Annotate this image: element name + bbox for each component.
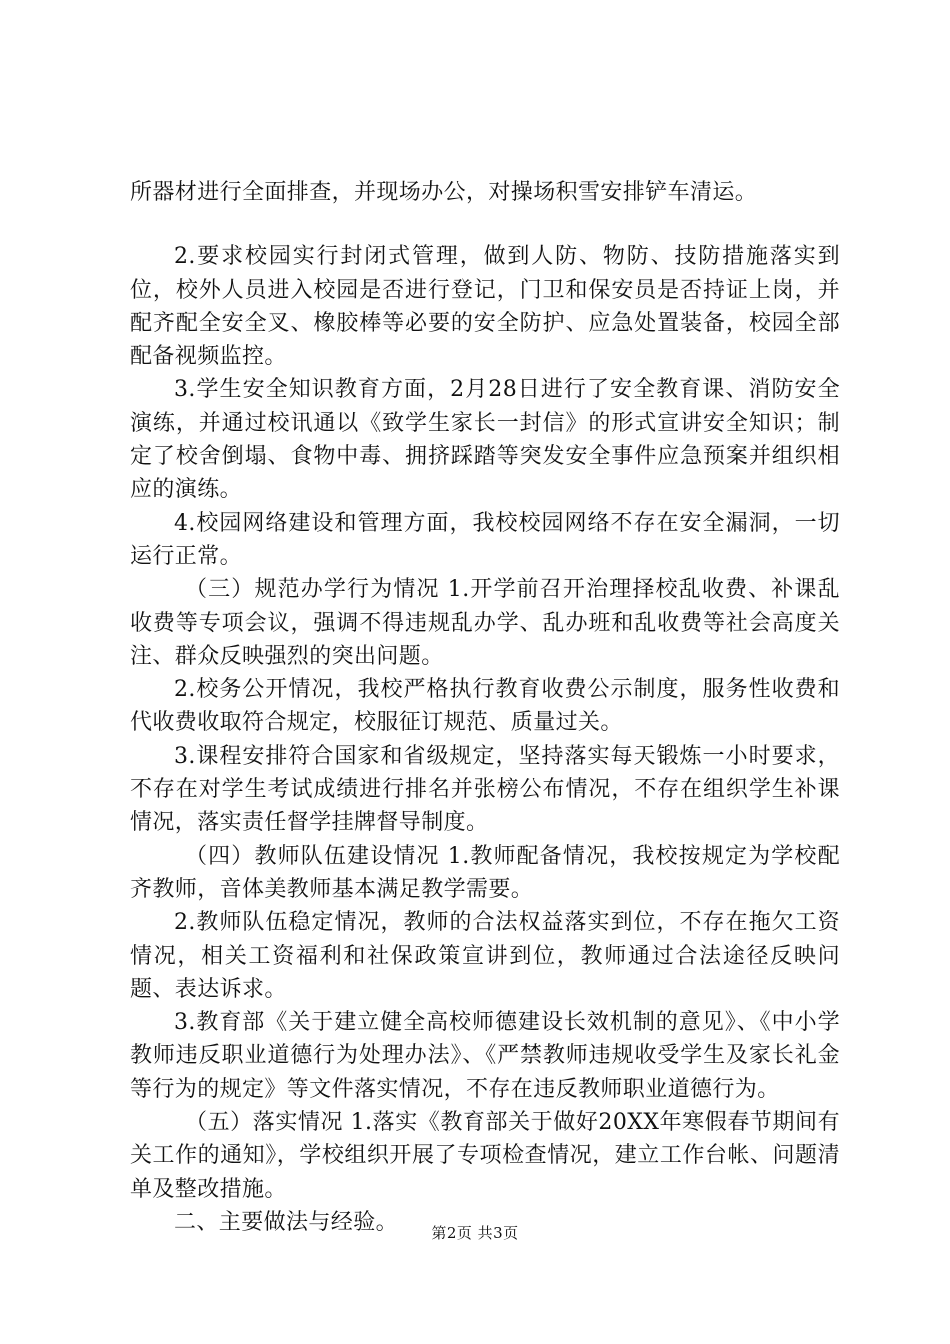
paragraph-safety-education: 3.学生安全知识教育方面，2月28日进行了安全教育课、消防安全演练，并通过校讯通以《致学生家长一封信》的形式宣讲安全知识；制定了校舍倒塌、食物中毒、拥挤踩踏等突发安全事件应急预案并组织相应的演练。: [130, 377, 840, 503]
paragraph-section-three: （三）规范办学行为情况 1.开学前召开治理择校乱收费、补课乱收费等专项会议，强调不得违规乱办学、乱办班和乱收费等社会高度关注、群众反映强烈的突出问题。: [130, 577, 840, 669]
paragraph-continuation: 所器材进行全面排查，并现场办公，对操场积雪安排铲车清运。: [130, 180, 758, 205]
paragraph-heading-two: 二、主要做法与经验。: [174, 1209, 399, 1235]
paragraph-closed-management: 2.要求校园实行封闭式管理，做到人防、物防、技防措施落实到位，校外人员进入校园是否进行登记，门卫和保安员是否持证上岗，并配齐配全安全叉、橡胶棒等必要的安全防护、应急处置装备，校园全部配备视频监控。: [130, 244, 840, 370]
paragraph-teacher-stability: 2.教师队伍稳定情况，教师的合法权益落实到位，不存在拖欠工资情况，相关工资福利和社保政策宣讲到位，教师通过合法途径反映问题、表达诉求。: [130, 910, 840, 1002]
paragraph-teacher-ethics: 3.教育部《关于建立健全高校师德建设长效机制的意见》、《中小学教师违反职业道德行为处理办法》、《严禁教师违规收受学生及家长礼金等行为的规定》等文件落实情况，不存在违反教师职业道德行为。: [130, 1010, 840, 1102]
paragraph-section-five: （五）落实情况 1.落实《教育部关于做好20XX年寒假春节期间有关工作的通知》，学校组织开展了专项检查情况，建立工作台帐、问题清单及整改措施。: [130, 1110, 840, 1202]
document-body: [130, 176, 840, 1239]
paragraph-section-four: （四）教师队伍建设情况 1.教师配备情况，我校按规定为学校配齐教师，音体美教师基本满足教学需要。: [130, 843, 840, 902]
paragraph-school-affairs: 2.校务公开情况，我校严格执行教育收费公示制度，服务性收费和代收费收取符合规定，校服征订规范、质量过关。: [130, 677, 840, 736]
paragraph-network: 4.校园网络建设和管理方面，我校校园网络不存在安全漏洞，一切运行正常。: [130, 510, 840, 569]
page-footer: 第2页 共3页: [431, 1224, 519, 1242]
paragraph-curriculum: 3.课程安排符合国家和省级规定，坚持落实每天锻炼一小时要求，不存在对学生考试成绩进行排名并张榜公布情况，不存在组织学生补课情况，落实责任督学挂牌督导制度。: [130, 743, 840, 836]
